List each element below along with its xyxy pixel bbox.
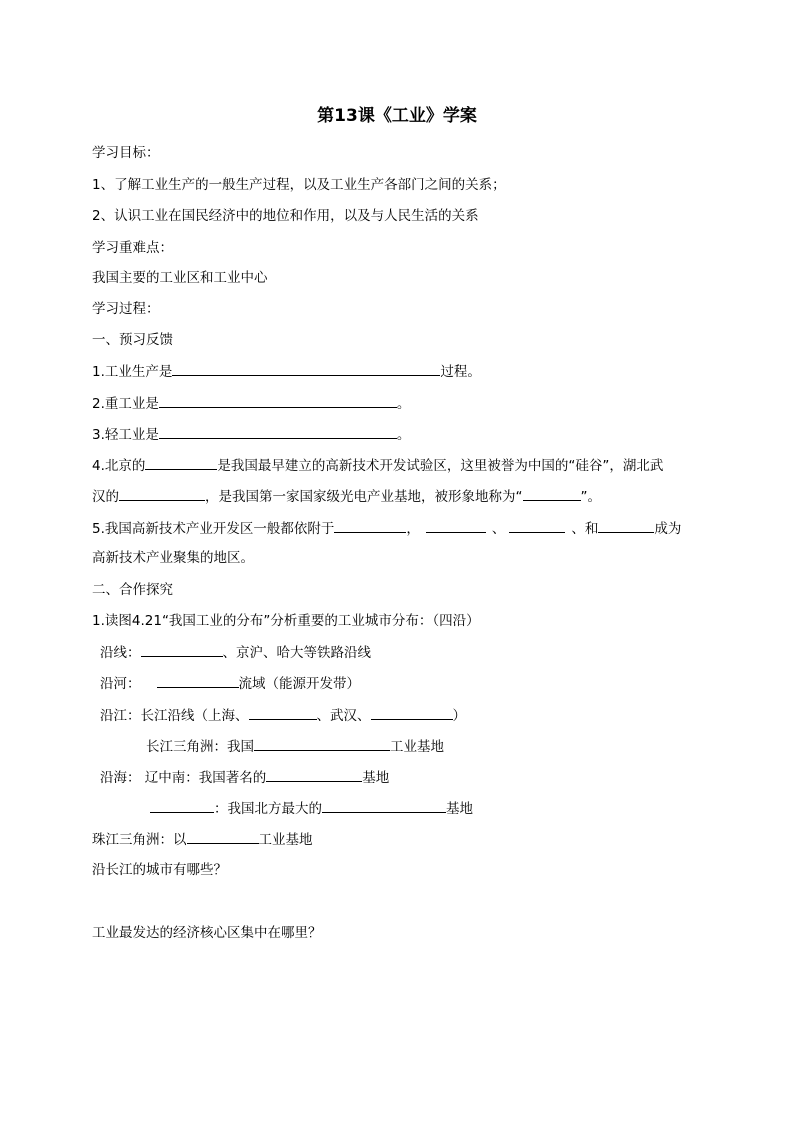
- along-yangtze-blank-1[interactable]: [249, 705, 317, 720]
- q1-suffix: 过程。: [440, 364, 481, 380]
- key-points-heading: 学习重难点：: [92, 240, 173, 256]
- q4-line2-mid: ，是我国第一家国家级光电产业基地，被形象地称为“: [205, 489, 523, 505]
- coast-suffix: 基地: [362, 770, 390, 786]
- objectives-heading: 学习目标：: [92, 145, 160, 161]
- objective-item-2: 2、认识工业在国民经济中的地位和作用，以及与人民生活的关系: [92, 208, 479, 224]
- q4-line2-suffix: ”。: [580, 489, 601, 505]
- key-points-text: 我国主要的工业区和工业中心: [92, 270, 268, 286]
- section-cooperation-heading: 二、合作探究: [92, 582, 173, 598]
- along-line-prefix: 沿线：: [100, 645, 141, 661]
- north-base-blank[interactable]: [322, 798, 446, 813]
- q3-answer-blank[interactable]: [159, 424, 397, 439]
- preview-question-5: [92, 518, 681, 539]
- q1-answer-blank[interactable]: [172, 361, 440, 376]
- q3-prefix: 3.轻工业是: [92, 427, 159, 443]
- discussion-question-1: 沿长江的城市有哪些？: [92, 862, 227, 878]
- along-yangtze-line: [100, 705, 466, 726]
- along-river-prefix: 沿河：: [100, 676, 141, 692]
- yangtze-delta-prefix: 长江三角洲：我国: [146, 739, 254, 755]
- pearl-blank[interactable]: [187, 829, 259, 844]
- north-suffix: 基地: [446, 801, 473, 817]
- pearl-suffix: 工业基地: [258, 832, 313, 848]
- objective-item-1: 1、了解工业生产的一般生产过程，以及工业生产各部门之间的关系；: [92, 177, 506, 193]
- coast-prefix: 沿海： 辽中南：我国著名的: [100, 770, 267, 786]
- q4-blank-3[interactable]: [523, 486, 581, 501]
- along-yangtze-prefix: 沿江：长江沿线（上海、: [100, 708, 249, 724]
- q5-sep-2: 、: [491, 521, 506, 537]
- preview-question-1: [92, 361, 481, 382]
- q1-prefix: 1.工业生产是: [92, 364, 173, 380]
- process-heading: 学习过程：: [92, 301, 160, 317]
- q3-suffix: 。: [396, 427, 411, 443]
- coastal-line: [100, 767, 389, 788]
- along-river-line: [100, 673, 360, 694]
- q4-prefix: 4.北京的: [92, 458, 146, 474]
- along-railway-line: [100, 642, 371, 663]
- preview-question-4-line2: [92, 486, 601, 507]
- along-river-suffix: 流域（能源开发带）: [238, 676, 360, 692]
- along-line-blank[interactable]: [141, 642, 223, 657]
- page-title: 第13课《工业》学案: [317, 106, 477, 126]
- q4-line2-prefix: 汉的: [92, 489, 119, 505]
- yangtze-delta-line: [146, 736, 444, 757]
- pearl-prefix: 珠江三角洲：以: [92, 832, 187, 848]
- preview-question-4: [92, 455, 663, 476]
- q5-blank-2[interactable]: [426, 518, 486, 533]
- q5-blank-3[interactable]: [509, 518, 565, 533]
- cooperation-question-1: 1.读图4.21“我国工业的分布”分析重要的工业城市分布：（四沿）: [92, 613, 480, 629]
- yangtze-delta-suffix: 工业基地: [390, 739, 444, 755]
- along-yangtze-suffix: ）: [452, 708, 466, 724]
- q5-sep-3: 、和: [571, 521, 599, 537]
- along-yangtze-mid: 、武汉、: [316, 708, 371, 724]
- q2-prefix: 2.重工业是: [92, 396, 159, 412]
- along-river-blank[interactable]: [157, 673, 239, 688]
- preview-question-3: [92, 424, 410, 445]
- preview-question-5-line2: 高新技术产业聚集的地区。: [92, 550, 254, 566]
- q2-suffix: 。: [396, 396, 411, 412]
- q5-blank-4[interactable]: [598, 518, 654, 533]
- q4-blank-2[interactable]: [119, 486, 205, 501]
- preview-question-2: [92, 393, 410, 414]
- north-mid: ：我国北方最大的: [214, 801, 322, 817]
- along-yangtze-blank-2[interactable]: [371, 705, 453, 720]
- discussion-question-2: 工业最发达的经济核心区集中在哪里？: [92, 925, 322, 941]
- q5-prefix: 5.我国高新技术产业开发区一般都依附于: [92, 521, 335, 537]
- q4-blank-1[interactable]: [145, 455, 217, 470]
- yangtze-delta-blank[interactable]: [254, 736, 390, 751]
- north-base-line: [150, 798, 473, 819]
- q5-blank-1[interactable]: [334, 518, 406, 533]
- q4-mid: 是我国最早建立的高新技术开发试验区，这里被誉为中国的“硅谷”，湖北武: [217, 458, 664, 474]
- along-line-suffix: 、京沪、哈大等铁路沿线: [222, 645, 371, 661]
- q5-suffix: 成为: [654, 521, 682, 537]
- q2-answer-blank[interactable]: [159, 393, 397, 408]
- pearl-delta-line: [92, 829, 313, 850]
- coast-blank[interactable]: [266, 767, 362, 782]
- section-preview-heading: 一、预习反馈: [92, 332, 173, 348]
- north-region-blank[interactable]: [150, 798, 214, 813]
- q5-sep-1: ，: [406, 521, 420, 537]
